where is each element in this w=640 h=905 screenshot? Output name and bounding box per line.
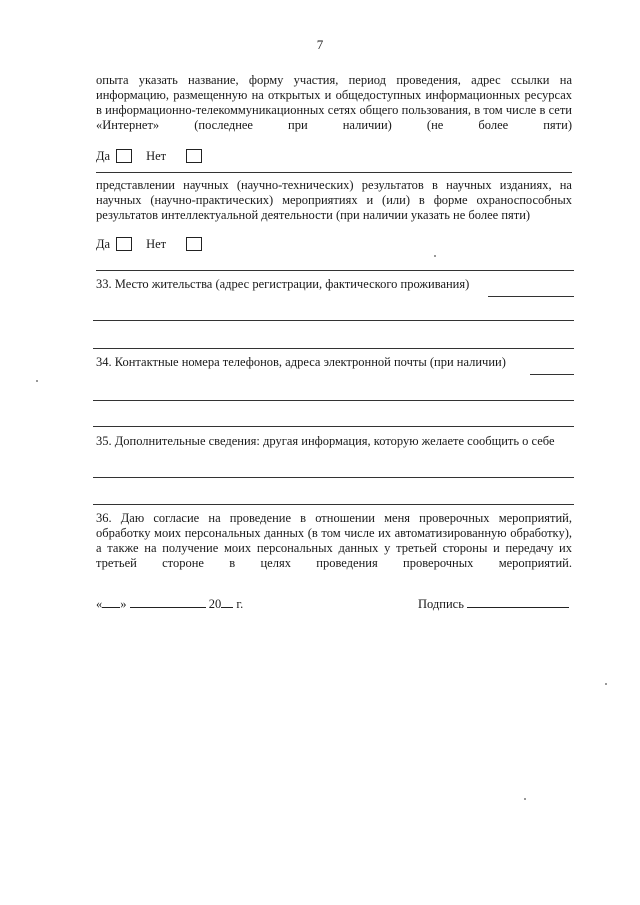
yes-checkbox[interactable] [116,237,132,251]
day-blank[interactable] [102,596,120,608]
separator-line [93,426,574,427]
year-suffix: г. [236,597,244,611]
item33-answer-line[interactable] [93,320,574,321]
item36-consent-text: 36. Даю согласие на проведение в отношении меня проверочных мероприятий, обработку моих персональных данных (в том числе их автоматизированную обработку), а также на получение моих персональных данных у третьей стороны и передачу их третьей стороне в целях проведения проверочных мероприятий. [96,511,572,570]
item33-label: 33. Место жительства (адрес регистрации, фактического проживания) [96,277,470,291]
month-blank[interactable] [130,596,206,608]
scan-speck [524,798,526,800]
no-checkbox[interactable] [186,237,202,251]
separator-line [93,348,574,349]
separator-line [93,504,574,505]
page-number: 7 [316,37,324,52]
item35-label: 35. Дополнительные сведения: другая информация, которую желаете сообщить о себе [96,434,555,448]
date-field [96,596,243,612]
year-prefix: 20 [208,597,222,611]
scan-speck [605,683,607,685]
item34-answer-line[interactable] [93,400,574,401]
quote-close: » [120,597,127,611]
item31-answer-row [96,147,202,165]
signature-label: Подпись [418,597,464,611]
year-blank[interactable] [221,596,233,608]
no-label: Нет [146,148,167,163]
scan-speck [36,380,38,382]
item32-answer-row [96,235,202,253]
separator-line [96,270,574,271]
scan-speck [434,255,436,257]
no-checkbox[interactable] [186,149,202,163]
signature-field [418,596,569,612]
item33-answer-line[interactable] [488,296,574,297]
yes-checkbox[interactable] [116,149,132,163]
item34-label: 34. Контактные номера телефонов, адреса электронной почты (при наличии) [96,355,506,369]
separator-line [96,172,572,173]
item31-continuation-text: опыта указать название, форму участия, период проведения, адрес ссылки на информацию, размещенную на открытых и общедоступных информационных ресурсах в информационно-телекоммуникационных сетях общего пользования, в том числе в сети «Интернет» (последнее при наличии) (не более пяти) [96,73,572,132]
no-label: Нет [146,236,167,251]
yes-label: Да [96,236,111,251]
item32-continuation-text: представлении научных (научно-технических) результатов в научных изданиях, на научных (научно-практических) мероприятиях и (или) в форме охраноспособных результатов интеллектуальной деятельности (при наличии указать не более пяти) [96,178,572,222]
yes-label: Да [96,148,111,163]
item35-answer-line[interactable] [93,477,574,478]
item34-answer-line[interactable] [530,374,574,375]
signature-blank[interactable] [467,596,569,608]
quote-open: « [96,597,103,611]
